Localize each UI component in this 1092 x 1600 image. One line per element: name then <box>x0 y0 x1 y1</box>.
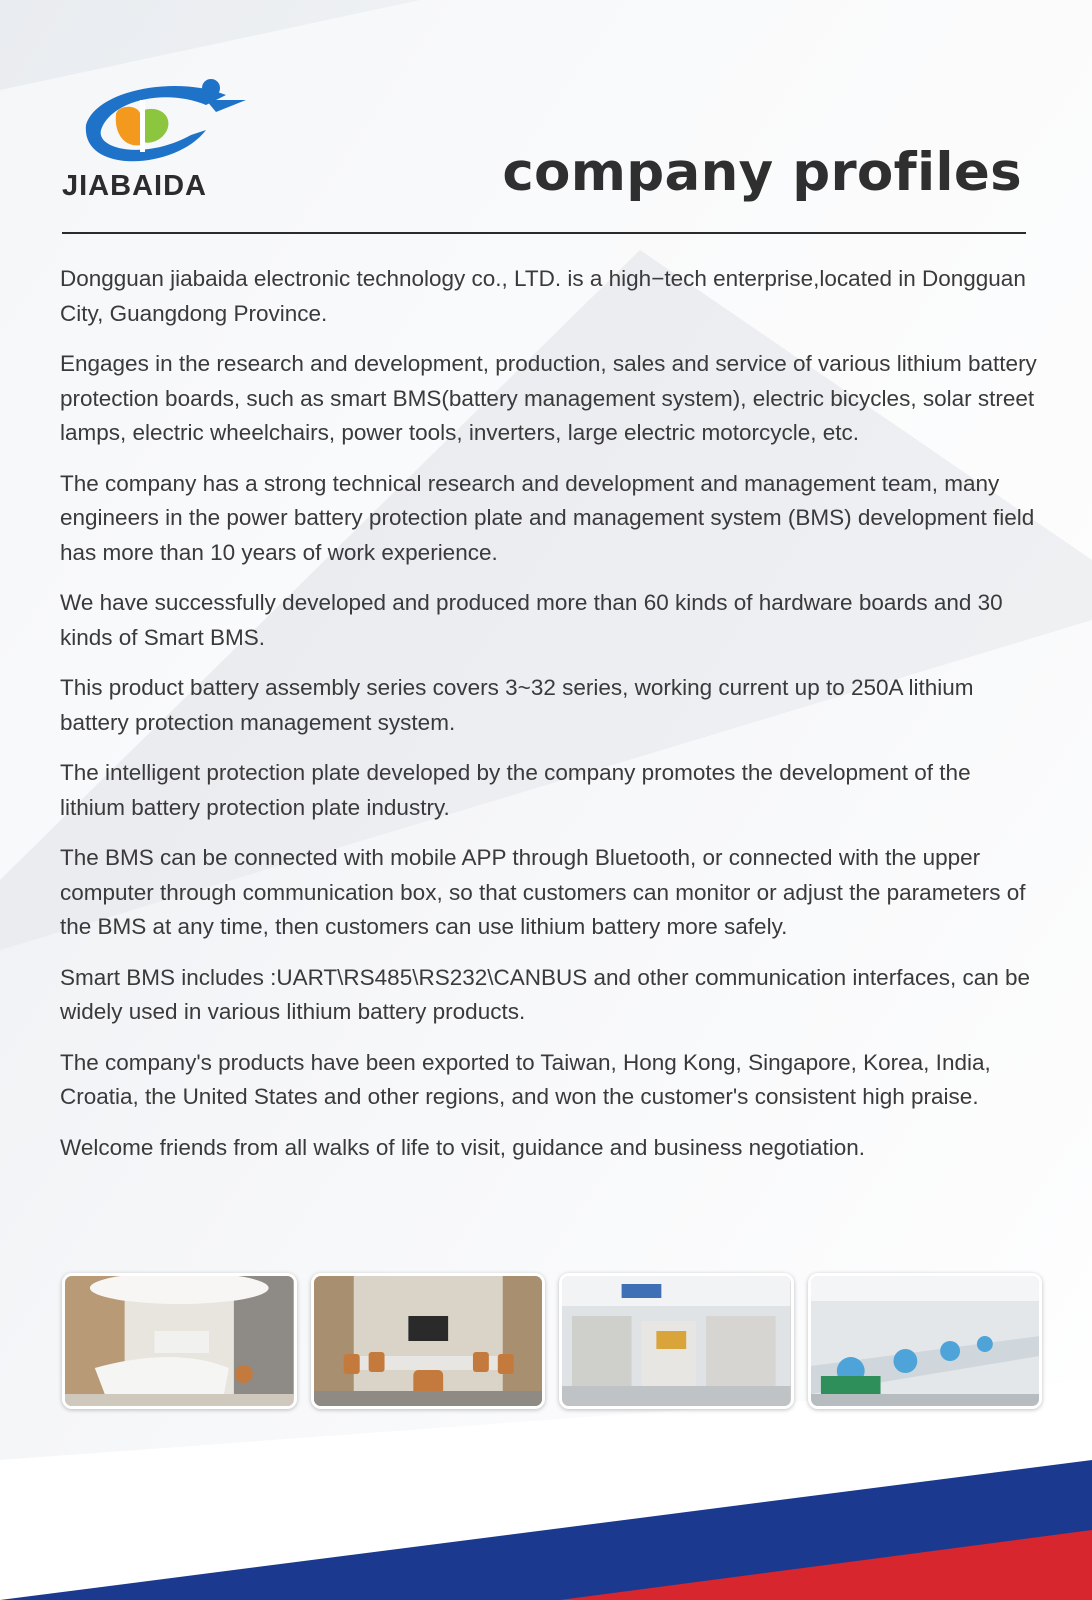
title-divider <box>62 232 1026 234</box>
paragraph-industry: The intelligent protection plate developed by the company promotes the development of the lithium battery protection plate industry. <box>60 760 971 820</box>
reception-lobby-photo <box>62 1273 297 1409</box>
paragraph-interfaces: Smart BMS includes :UART\RS485\RS232\CANBUS and other communication interfaces, can be widely used in various lithium battery products. <box>60 964 1031 1024</box>
paragraph-welcome: Welcome friends from all walks of life to visit, guidance and business negotiation. <box>60 1134 865 1160</box>
paragraph-products-developed: We have successfully developed and produced more than 60 kinds of hardware boards and 30 kinds of Smart BMS. <box>60 590 1003 650</box>
paragraph-export: The company's products have been exported to Taiwan, Hong Kong, Singapore, Korea, India, Croatia, the United States and other regions, and won the customer's consistent high praise. <box>60 1049 991 1109</box>
paragraph-bluetooth-app: The BMS can be connected with mobile APP through Bluetooth, or connected with the upper computer through communication box, so that customers can monitor or adjust the parameters of the BMS at any time, then customers can use lithium battery more safely. <box>60 845 1026 939</box>
meeting-room-photo <box>311 1273 546 1409</box>
paragraph-intro: Dongguan jiabaida electronic technology co., LTD. is a high−tech enterprise,located in Dongguan City, Guangdong Province. <box>60 266 1026 326</box>
paragraph-series-range: This product battery assembly series covers 3~32 series, working current up to 250A lithium battery protection management system. <box>60 675 974 735</box>
profile-body <box>60 262 1040 1181</box>
brand-name: JIABAIDA <box>62 170 207 202</box>
assembly-workshop-photo <box>808 1273 1043 1409</box>
page-title: company profiles <box>502 142 1022 203</box>
paragraph-team: The company has a strong technical research and development and management team, many engineers in the power battery protection plate and management system (BMS) development field has more than 10 years of work experience. <box>60 470 1035 565</box>
smt-production-line-photo <box>559 1273 794 1409</box>
paragraph-business-scope: Engages in the research and development, production, sales and service of various lithium battery protection boards, such as smart BMS(battery management system), electric bicycles, solar street lamps, electric wheelchairs, power tools, inverters, large electric motorcycle, etc. <box>60 351 1037 445</box>
photo-gallery <box>62 1273 1042 1407</box>
